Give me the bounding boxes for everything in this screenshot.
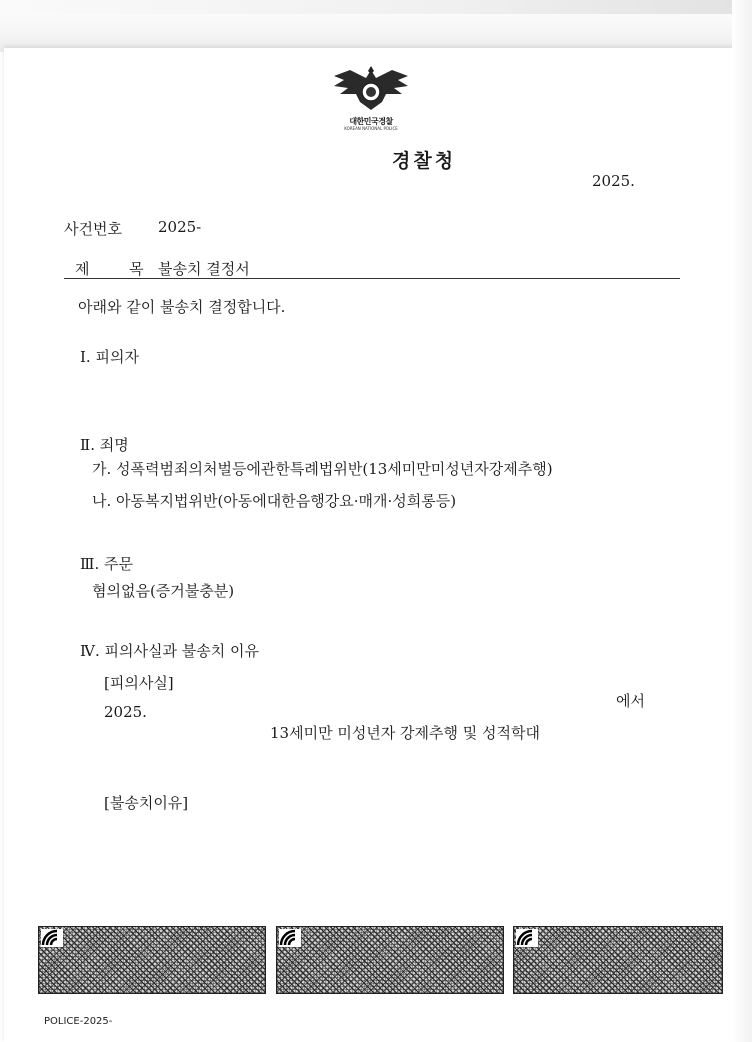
document-barcode <box>276 926 504 994</box>
barcode-corner-icon <box>41 929 63 947</box>
scan-top-band <box>0 0 752 52</box>
title-value: 불송치 결정서 <box>158 260 250 278</box>
barcode-corner-icon <box>516 929 538 947</box>
case-number-value: 2025- <box>158 218 202 236</box>
document-barcode <box>38 926 266 994</box>
intro-text: 아래와 같이 불송치 결정합니다. <box>78 298 286 316</box>
title-label <box>75 258 144 279</box>
section-disposition-heading: Ⅲ. 주문 <box>80 555 133 573</box>
eagle-emblem-icon <box>330 64 412 118</box>
org-name-ko: 대한민국경찰 <box>349 117 393 126</box>
barcode-corner-icon <box>279 929 301 947</box>
org-name-en: KOREAN NATIONAL POLICE <box>344 126 398 131</box>
section-facts-heading: Ⅳ. 피의사실과 불송치 이유 <box>80 642 259 660</box>
scan-right-edge <box>732 0 752 1042</box>
document-page <box>4 48 734 1042</box>
charge-item: 가. 성폭력범죄의처벌등에관한특례법위반(13세미만미성년자강제추행) <box>92 460 553 478</box>
section-charges-heading: Ⅱ. 죄명 <box>80 436 129 454</box>
facts-year: 2025. <box>104 703 147 721</box>
title-label-char-1: 제 <box>75 260 90 278</box>
title-label-char-2: 목 <box>129 260 144 278</box>
agency-name: 경찰청 <box>392 150 457 172</box>
footer-doc-id: POLICE-2025- <box>44 1016 113 1027</box>
case-number-label: 사건번호 <box>64 220 122 238</box>
disposition-value: 혐의없음(증거불충분) <box>92 582 235 600</box>
section-suspect-heading: Ⅰ. 피의자 <box>80 348 139 366</box>
document-barcode <box>513 926 723 994</box>
document-date: 2025. <box>592 172 635 190</box>
header-divider <box>64 278 680 279</box>
facts-location-suffix: 에서 <box>616 692 645 710</box>
charge-item: 나. 아동복지법위반(아동에대한음행강요·매개·성희롱등) <box>92 492 457 510</box>
reason-label: [불송치이유] <box>104 794 189 812</box>
facts-label: [피의사실] <box>104 674 174 692</box>
facts-charge-text: 13세미만 미성년자 강제추행 및 성적학대 <box>270 724 541 742</box>
police-emblem <box>330 64 412 134</box>
